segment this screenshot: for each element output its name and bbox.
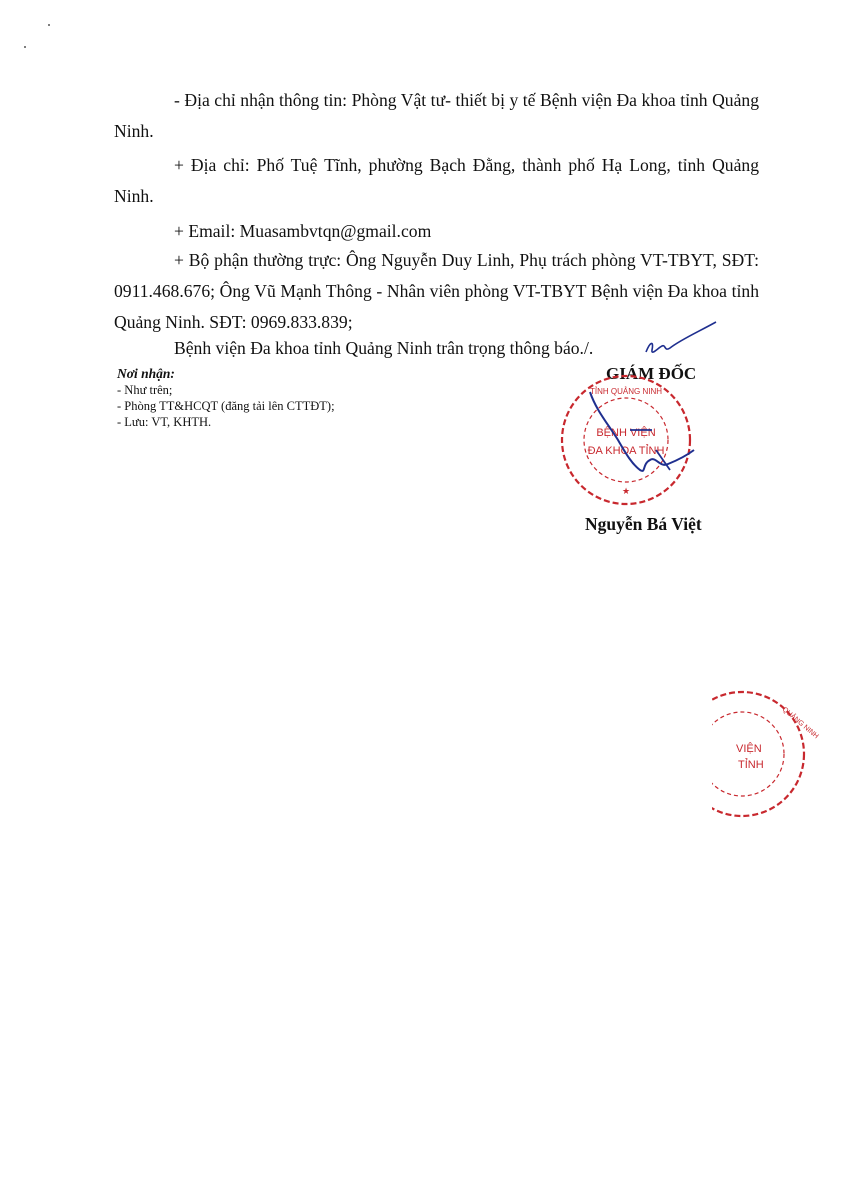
recipient-item: - Như trên;: [117, 383, 173, 397]
recipients-block: [117, 366, 377, 430]
partial-seal-line-1: VIỆN: [736, 743, 762, 755]
signer-position: GIÁM ĐỐC: [606, 364, 697, 383]
address-line: + Địa chỉ: Phố Tuệ Tĩnh, phường Bạch Đằng, thành phố Hạ Long, tỉnh Quảng Ninh.: [114, 155, 759, 206]
contacts-paragraph: + Bộ phận thường trực: Ông Nguyễn Duy Linh, Phụ trách phòng VT-TBYT, SĐT: 0911.468.676; Ông Vũ Mạnh Thông - Nhân viên phòng VT-TBYT Bệnh viện Đa khoa tỉnh Quảng Ninh. SĐT: 0969.833.839;: [114, 250, 759, 332]
scan-speck: [24, 46, 26, 48]
seal-ring-text: TỈNH QUẢNG NINH: [590, 387, 662, 396]
signer-name: Nguyễn Bá Việt: [585, 514, 702, 534]
initial-signature-icon: [640, 318, 720, 360]
recipient-item: - Lưu: VT, KHTH.: [117, 415, 212, 429]
seal-star: ★: [621, 487, 631, 497]
email-line: + Email: Muasambvtqn@gmail.com: [174, 221, 432, 241]
scan-speck: [48, 24, 50, 26]
address-heading: - Địa chỉ nhận thông tin: Phòng Vật tư- thiết bị y tế Bệnh viện Đa khoa tỉnh Quảng Ninh.: [114, 90, 759, 141]
partial-seal-line-2: TỈNH: [738, 759, 764, 771]
partial-seal-ring: QUẢNG NINH: [780, 706, 820, 741]
partial-seal-icon: [712, 686, 842, 822]
recipient-item: - Phòng TT&HCQT (đăng tải lên CTTĐT);: [117, 399, 335, 413]
seal-center-line-2: ĐA KHOA TỈNH: [587, 445, 665, 457]
seal-center-line-1: BỆNH VIỆN: [596, 427, 656, 439]
recipients-title: Nơi nhận:: [117, 366, 175, 381]
director-signature-icon: [560, 380, 710, 490]
closing-line: Bệnh viện Đa khoa tỉnh Quảng Ninh trân trọng thông báo./.: [174, 338, 594, 358]
